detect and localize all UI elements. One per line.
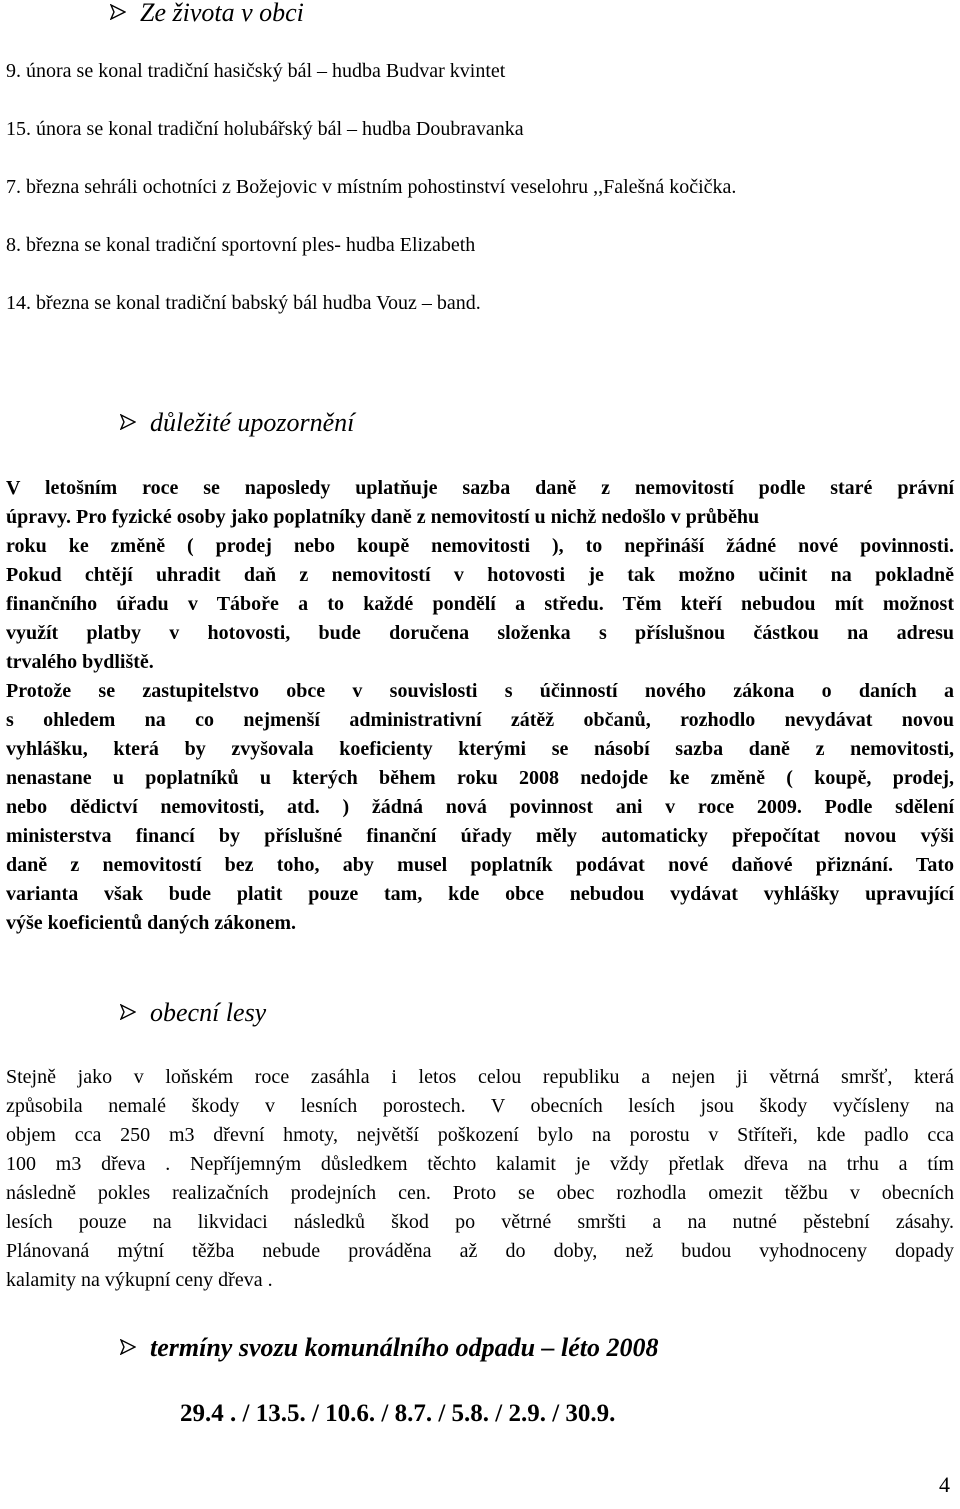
notice-line: varianta však bude platit pouze tam, kde obce nebudou vydávat vyhlášky upravující: [6, 883, 954, 905]
section-heading-text: obecní lesy: [150, 998, 267, 1027]
section-heading-upozorneni: [120, 408, 354, 438]
notice-line: nenastane u poplatníků u kterých během roku 2008 nedojde ke změně ( koupě, prodej,: [6, 767, 954, 789]
notice-line: nebo dědictví nemovitosti, atd. ) žádná nová povinnost ani v roce 2009. Podle sdělení: [6, 796, 954, 818]
notice-line: [6, 506, 759, 529]
notice-line: finančního úřadu v Táboře a to každé pondělí a středu. Těm kteří nebudou mít možnost: [6, 593, 954, 615]
arrow-bullet-icon: [120, 1339, 136, 1355]
notice-line: V letošním roce se naposledy uplatňuje sazba daně z nemovitostí podle staré právní: [6, 477, 954, 499]
notice-line: ministerstva financí by příslušné finanční úřady měly automaticky přepočítat novou výši: [6, 825, 954, 847]
event-item: 7. března sehráli ochotníci z Božejovic v místním pohostinství veselohru ,,Falešná kočička.: [6, 176, 737, 198]
event-item: 15. února se konal tradiční holubářský bál – hudba Doubravanka: [6, 118, 524, 140]
event-item: 14. března se konal tradiční babský bál hudba Vouz – band.: [6, 292, 481, 314]
forest-line: lesích pouze na likvidaci následků škod po větrné smršti a na nutné pěstební zásahy.: [6, 1211, 954, 1233]
collection-dates: 29.4 . / 13.5. / 10.6. / 8.7. / 5.8. / 2.9. / 30.9.: [180, 1400, 616, 1427]
event-item: 9. února se konal tradiční hasičský bál – hudba Budvar kvintet: [6, 60, 506, 82]
section-heading-obecni-lesy: [120, 998, 266, 1028]
forest-line: 100 m3 dřeva . Nepříjemným důsledkem těchto kalamit je vždy přetlak dřeva na trhu a tím: [6, 1153, 954, 1175]
notice-line: s ohledem na co nejmenší administrativní zátěž občanů, rozhodlo nevydávat novou: [6, 709, 954, 731]
notice-line: Protože se zastupitelstvo obce v souvislosti s účinností nového zákona o daních a: [6, 680, 954, 702]
arrow-bullet-icon: [120, 1004, 136, 1020]
forest-line: způsobila nemalé škody v lesních porostech. V obecních lesích jsou škody vyčísleny na: [6, 1095, 954, 1117]
notice-line: trvalého bydliště.: [6, 651, 154, 673]
section-heading-text: Ze života v obci: [140, 0, 304, 27]
notice-line: využít platby v hotovosti, bude doručena složenka s příslušnou částkou na adresu: [6, 622, 954, 644]
notice-line: Pokud chtějí uhradit daň z nemovitostí v hotovosti je tak možno učinit na pokladně: [6, 564, 954, 586]
notice-line: roku ke změně ( prodej nebo koupě nemovitosti ), to nepřináší žádné nové povinnosti.: [6, 535, 954, 557]
section-heading-ze-zivota: [110, 0, 304, 28]
event-item: 8. března se konal tradiční sportovní ples- hudba Elizabeth: [6, 234, 476, 256]
section-heading-text: důležité upozornění: [150, 408, 355, 437]
notice-line: daně z nemovitostí bez toho, aby musel poplatník podávat nové daňové přiznání. Tato: [6, 854, 954, 876]
forest-line: objem cca 250 m3 dřevní hmoty, největší poškození bylo na porostu v Stříteři, kde padlo cca: [6, 1124, 954, 1146]
forest-line: následně pokles realizačních prodejních cen. Proto se obec rozhodla omezit těžbu v obecních: [6, 1182, 954, 1204]
notice-line-text: úpravy. Pro fyzické osoby jako poplatníky daně z nemovitostí u nichž nedošlo v průběhu: [6, 506, 760, 528]
notice-line: výše koeficientů daných zákonem.: [6, 912, 296, 934]
arrow-bullet-icon: [110, 4, 126, 20]
notice-line: vyhlášku, která by zvyšovala koeficienty kterými se násobí sazba daně z nemovitosti,: [6, 738, 954, 760]
page-number: 4: [939, 1472, 950, 1497]
arrow-bullet-icon: [120, 414, 136, 430]
forest-line: Plánovaná mýtní těžba nebude prováděna až do doby, než budou vyhodnoceny dopady: [6, 1240, 954, 1262]
forest-line: Stejně jako v loňském roce zasáhla i letos celou republiku a nejen ji větrná smršť, která: [6, 1066, 954, 1088]
section-heading-text: termíny svozu komunálního odpadu – léto 2008: [150, 1333, 659, 1362]
section-heading-svoz-odpadu: [120, 1333, 659, 1363]
forest-line: kalamity na výkupní ceny dřeva .: [6, 1269, 273, 1291]
